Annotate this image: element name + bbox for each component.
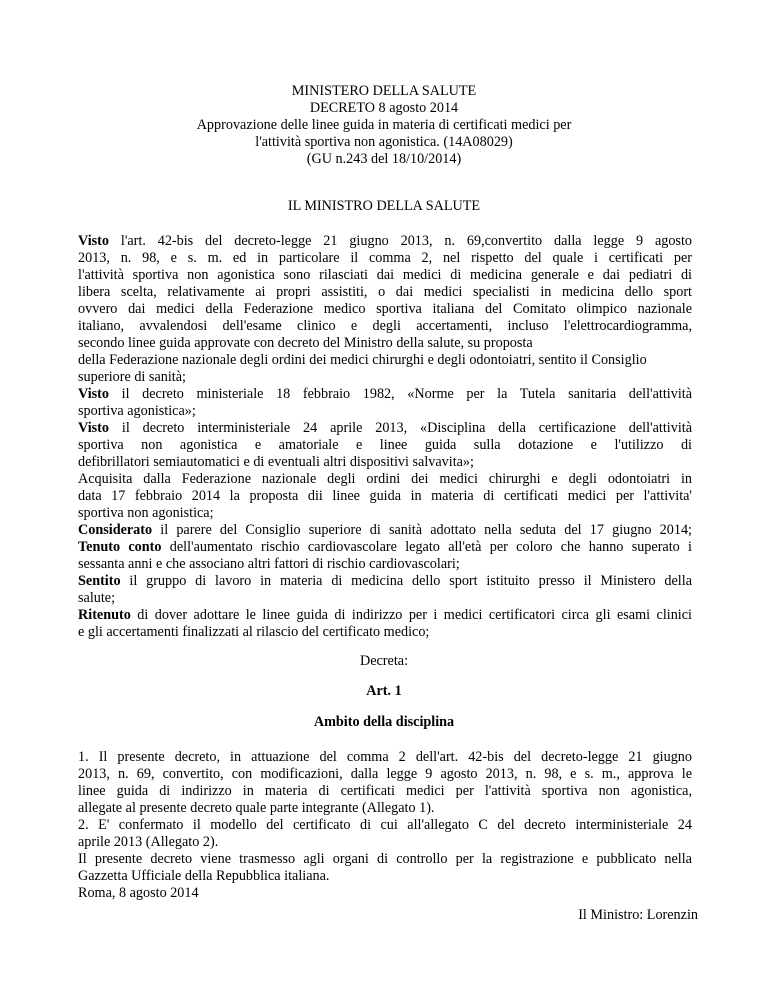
preamble-text: l'art. 42-bis del decreto-legge 21 giugno 2013, n. 69,convertito dalla legge 9 agosto xyxy=(109,233,692,249)
preamble-text: data 17 febbraio 2014 la proposta dii linee guida in materia di certificati medici per l'attivita' xyxy=(78,488,692,504)
heading-minister: IL MINISTRO DELLA SALUTE xyxy=(287,198,481,214)
preamble-line xyxy=(78,454,474,471)
signature: Il Ministro: Lorenzin xyxy=(578,907,698,923)
body-line: aprile 2013 (Allegato 2). xyxy=(78,834,219,850)
header-gazette: (GU n.243 del 18/10/2014) xyxy=(306,151,462,167)
preamble-text: Acquisita dalla Federazione nazionale degli ordini dei medici chirurghi e degli odontoiatri in xyxy=(78,471,692,487)
preamble-text: l'attività sportiva non agonistica sono rilasciati dai medici di medicina generale e dai pediatri di xyxy=(78,267,692,283)
preamble-line xyxy=(78,386,692,403)
preamble-line xyxy=(78,284,692,301)
preamble-text: secondo linee guida approvate con decreto del Ministro della salute, su proposta xyxy=(78,335,533,351)
preamble-keyword: Visto xyxy=(78,420,110,436)
preamble-text: di dover adottare le linee guida di indirizzo per i medici certificatori circa gli esami clinici xyxy=(130,607,692,623)
body-line: Roma, 8 agosto 2014 xyxy=(78,885,199,901)
preamble-line xyxy=(78,233,692,250)
preamble-text: italiano, avvalendosi dell'esame clinico e degli accertamenti, incluso l'elettrocardiogramma, xyxy=(78,318,692,334)
preamble-text: ovvero dai medici della Federazione medico sportiva italiana del Comitato olimpico nazionale xyxy=(78,301,692,317)
preamble-line xyxy=(78,539,692,556)
preamble-text: libera scelta, relativamente ai propri assistiti, o dai medici specialisti in medicina dello sport xyxy=(78,284,692,300)
preamble-line xyxy=(78,624,429,641)
header-ministry: MINISTERO DELLA SALUTE xyxy=(291,83,477,99)
body-line: 2013, n. 69, convertito, con modificazioni, dalla legge 9 agosto 2013, n. 98, e s. m., approva le xyxy=(78,766,692,782)
header-decree-date: DECRETO 8 agosto 2014 xyxy=(309,100,459,116)
preamble-keyword: Ritenuto xyxy=(78,607,131,623)
preamble-line xyxy=(78,318,692,335)
preamble-line xyxy=(78,471,692,488)
article-title: Ambito della disciplina xyxy=(313,714,455,730)
preamble-text: e gli accertamenti finalizzati al rilascio del certificato medico; xyxy=(78,624,430,640)
body-line: 1. Il presente decreto, in attuazione del comma 2 dell'art. 42-bis del decreto-legge 21 giugno xyxy=(78,749,692,765)
body-line: 2. E' confermato il modello del certificato di cui all'allegato C del decreto interministeriale 24 xyxy=(78,817,692,833)
preamble-text: il decreto interministeriale 24 aprile 2013, «Disciplina della certificazione dell'attività xyxy=(109,420,692,436)
preamble-text: della Federazione nazionale degli ordini dei medici chirurghi e degli odontoiatri, sentito il Consiglio xyxy=(78,352,647,368)
preamble-text: sportiva non agonistica; xyxy=(78,505,214,521)
preamble-line xyxy=(78,573,692,590)
preamble-line xyxy=(78,352,647,369)
preamble-text: 2013, n. 98, e s. m. ed in particolare il comma 2, nel rispetto del quale i certificati per xyxy=(78,250,692,266)
preamble-keyword: Considerato xyxy=(78,522,153,538)
body-line: Gazzetta Ufficiale della Repubblica italiana. xyxy=(78,868,330,884)
preamble-text: sessanta anni e che associano altri fattori di rischio cardiovascolari; xyxy=(78,556,460,572)
preamble-text: sportiva agonistica»; xyxy=(78,403,196,419)
preamble-keyword: Sentito xyxy=(78,573,121,589)
preamble-text: dell'aumentato rischio cardiovascolare legato all'età per coloro che hanno superato i xyxy=(161,539,693,555)
preamble-text: il gruppo di lavoro in materia di medicina dello sport istituito presso il Ministero della xyxy=(120,573,692,589)
preamble-text: salute; xyxy=(78,590,116,606)
preamble-text: il parere del Consiglio superiore di sanità adottato nella seduta del 17 giugno 2014; xyxy=(152,522,692,538)
preamble-line xyxy=(78,301,692,318)
preamble-line xyxy=(78,403,196,420)
preamble-line xyxy=(78,335,533,352)
preamble-line xyxy=(78,505,214,522)
preamble-text: defibrillatori semiautomatici e di eventuali altri dispositivi salvavita»; xyxy=(78,454,474,470)
preamble-line xyxy=(78,488,692,505)
preamble-line xyxy=(78,556,460,573)
decreta-label: Decreta: xyxy=(359,653,409,669)
preamble-line xyxy=(78,420,692,437)
body-line: Il presente decreto viene trasmesso agli organi di controllo per la registrazione e pubblicato nella xyxy=(78,851,692,867)
preamble-line xyxy=(78,437,692,454)
preamble-line xyxy=(78,590,115,607)
preamble-keyword: Tenuto conto xyxy=(78,539,162,555)
preamble-text: superiore di sanità; xyxy=(78,369,186,385)
preamble-line xyxy=(78,607,692,624)
preamble-text: sportiva non agonistica e amatoriale e linee guida sulla dotazione e l'utilizzo di xyxy=(78,437,692,453)
article-number: Art. 1 xyxy=(366,683,402,699)
body-line: allegate al presente decreto quale parte integrante (Allegato 1). xyxy=(78,800,435,816)
preamble-keyword: Visto xyxy=(78,233,110,249)
preamble-line xyxy=(78,267,692,284)
header-subject-2: l'attività sportiva non agonistica. (14A08029) xyxy=(255,134,513,150)
preamble-line xyxy=(78,522,692,539)
preamble-keyword: Visto xyxy=(78,386,110,402)
body-line: linee guida di indirizzo in materia di certificati medici per l'attività sportiva non agonistica, xyxy=(78,783,692,799)
preamble-line xyxy=(78,250,692,267)
preamble-text: il decreto ministeriale 18 febbraio 1982, «Norme per la Tutela sanitaria dell'attività xyxy=(109,386,692,402)
preamble-line xyxy=(78,369,186,386)
header-subject-1: Approvazione delle linee guida in materia di certificati medici per xyxy=(196,117,572,133)
